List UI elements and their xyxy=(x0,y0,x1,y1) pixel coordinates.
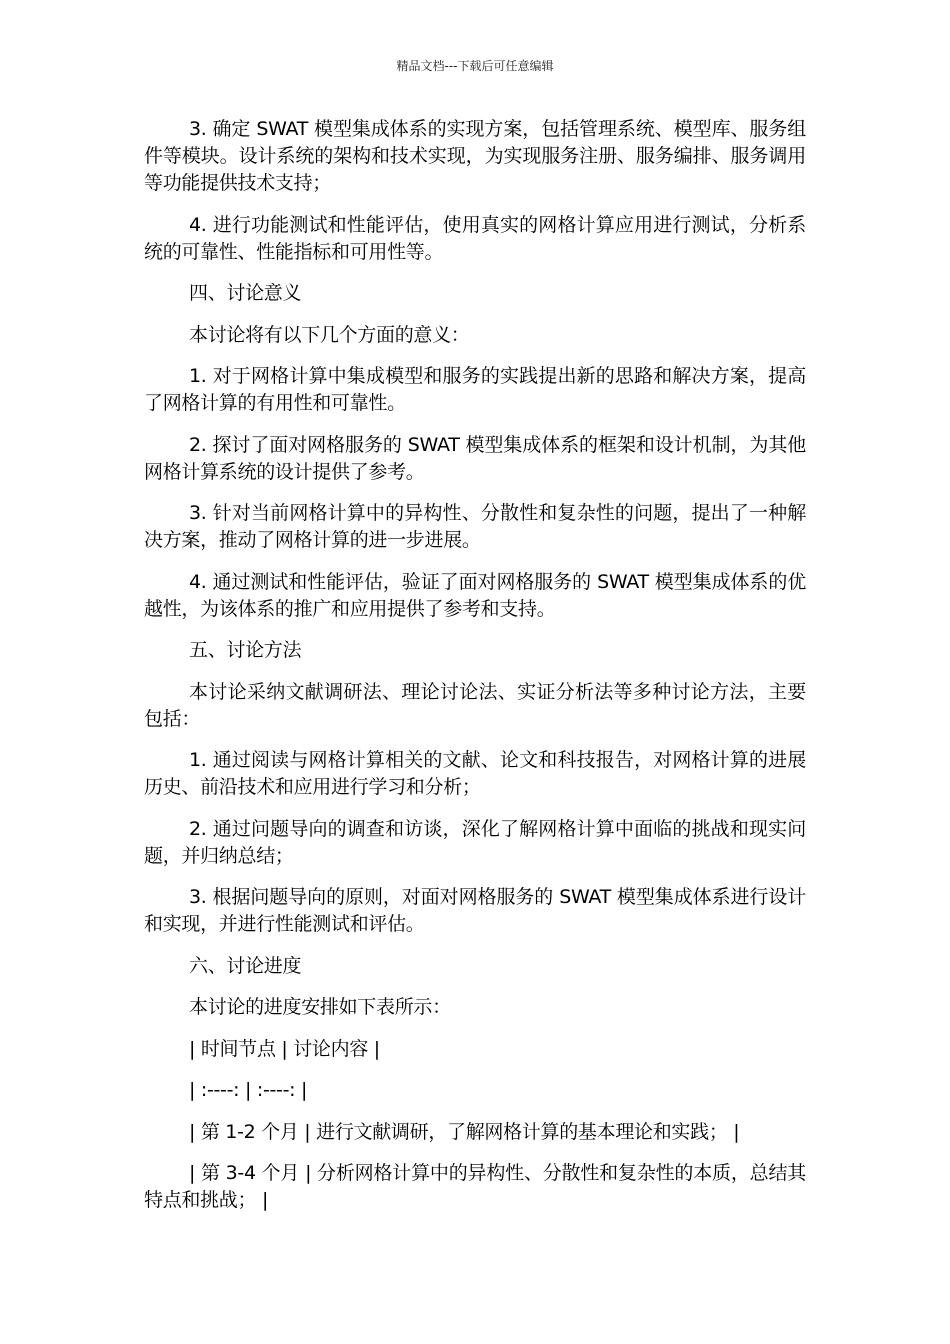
paragraph: 3. 针对当前网格计算中的异构性、分散性和复杂性的问题，提出了一种解决方案，推动了网格计算的进一步进展。 xyxy=(144,502,806,551)
table-row: | 第 1-2 个月 | 进行文献调研，了解网格计算的基本理论和实践； | xyxy=(189,1120,740,1143)
paragraph: 本讨论采纳文献调研法、理论讨论法、实证分析法等多种讨论方法，主要包括： xyxy=(144,680,806,730)
table-separator-row: | :----: | :----: | xyxy=(189,1079,308,1101)
table-header-row: | 时间节点 | 讨论内容 | xyxy=(189,1037,380,1060)
section-heading: 五、讨论方法 xyxy=(189,639,302,661)
paragraph: 3. 确定 SWAT 模型集成体系的实现方案，包括管理系统、模型库、服务组件等模块。设计系统的架构和技术实现，为实现服务注册、服务编排、服务调用等功能提供技术支持； xyxy=(144,118,806,194)
section-heading: 四、讨论意义 xyxy=(189,282,302,304)
paragraph: 本讨论的进度安排如下表所示： xyxy=(189,996,451,1018)
paragraph: 1. 通过阅读与网格计算相关的文献、论文和科技报告，对网格计算的进展历史、前沿技术和应用进行学习和分析； xyxy=(144,749,806,798)
paragraph: 2. 通过问题导向的调查和访谈，深化了解网格计算中面临的挑战和现实问题，并归纳总结； xyxy=(144,817,806,867)
document-body xyxy=(144,116,806,1229)
table-row: | 第 3-4 个月 | 分析网格计算中的异构性、分散性和复杂性的本质，总结其特点和挑战； | xyxy=(144,1162,806,1211)
paragraph: 2. 探讨了面对网格服务的 SWAT 模型集成体系的框架和设计机制，为其他网格计算系统的设计提供了参考。 xyxy=(144,433,806,483)
section-heading: 六、讨论进度 xyxy=(189,954,302,977)
paragraph: 4. 进行功能测试和性能评估，使用真实的网格计算应用进行测试，分析系统的可靠性、性能指标和可用性等。 xyxy=(144,213,806,263)
paragraph: 本讨论将有以下几个方面的意义： xyxy=(189,323,470,346)
paragraph: 4. 通过测试和性能评估，验证了面对网格服务的 SWAT 模型集成体系的优越性，为该体系的推广和应用提供了参考和支持。 xyxy=(144,570,806,620)
paragraph: 3. 根据问题导向的原则，对面对网格服务的 SWAT 模型集成体系进行设计和实现，并进行性能测试和评估。 xyxy=(144,886,806,935)
paragraph: 1. 对于网格计算中集成模型和服务的实践提出新的思路和解决方案，提高了网格计算的有用性和可靠性。 xyxy=(144,365,806,414)
page-header: 精品文档---下载后可任意编辑 xyxy=(396,59,554,73)
